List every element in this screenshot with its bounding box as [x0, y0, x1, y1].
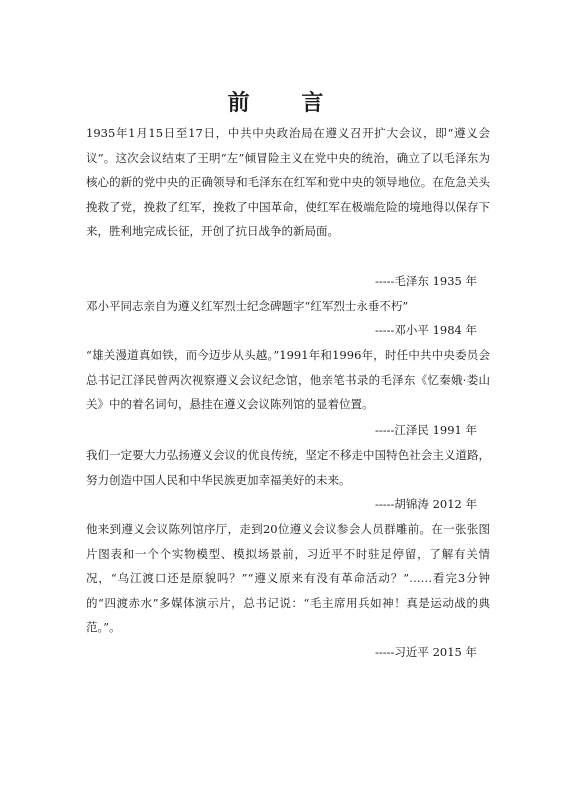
- paragraph-deng-xiaoping: 邓小平同志亲自为遵义红军烈士纪念碑题字“红军烈士永垂不朽”: [86, 299, 409, 313]
- signature-xi-jinping: -----习近平 2015 年: [374, 645, 477, 659]
- paragraph-xi-jinping: 他来到遵义会议陈列馆序厅，走到20位遵义会议参会人员群雕前。在一张张图片图表和一个个实物模型、模拟场景前，习近平不时驻足停留，了解有关情况，“乌江渡口还是原貌吗？”“遵义原来有没有革命活动？”……看完3分钟的“四渡赤水”多媒体演示片，总书记说：“毛主席用兵如神！真是运动战的典范。”。: [86, 522, 490, 634]
- paragraph-zunyi-conference: 1935年1月15日至17日，中共中央政治局在遵义召开扩大会议，即“遵义会议”。这次会议结束了王明“左”倾冒险主义在党中央的统治，确立了以毛泽东为核心的新的党中央的正确领导和毛泽东在红军和党中央的领导地位。在危急关头挽救了党，挽救了红军，挽救了中国革命，使红军在极端危险的境地得以保存下来，胜利地完成长征，开创了抗日战争的新局面。: [86, 126, 490, 238]
- paragraph-hu-jintao: 我们一定要大力弘扬遵义会议的优良传统，坚定不移走中国特色社会主义道路，努力创造中国人民和中华民族更加幸福美好的未来。: [86, 448, 490, 487]
- signature-mao-zedong: -----毛泽东 1935 年: [374, 274, 477, 288]
- signature-deng-xiaoping: -----邓小平 1984 年: [374, 323, 477, 337]
- signature-hu-jintao: -----胡锦涛 2012 年: [374, 497, 477, 511]
- page-title: 前 言: [227, 90, 346, 116]
- paragraph-jiang-zemin: “雄关漫道真如铁，而今迈步从头越。”1991年和1996年，时任中共中央委员会总书记江泽民曾两次视察遵义会议纪念馆，他亲笔书录的毛泽东《忆秦娥·娄山关》中的着名词句，悬挂在遵义会议陈列馆的显着位置。: [86, 348, 490, 411]
- signature-jiang-zemin: -----江泽民 1991 年: [374, 423, 477, 437]
